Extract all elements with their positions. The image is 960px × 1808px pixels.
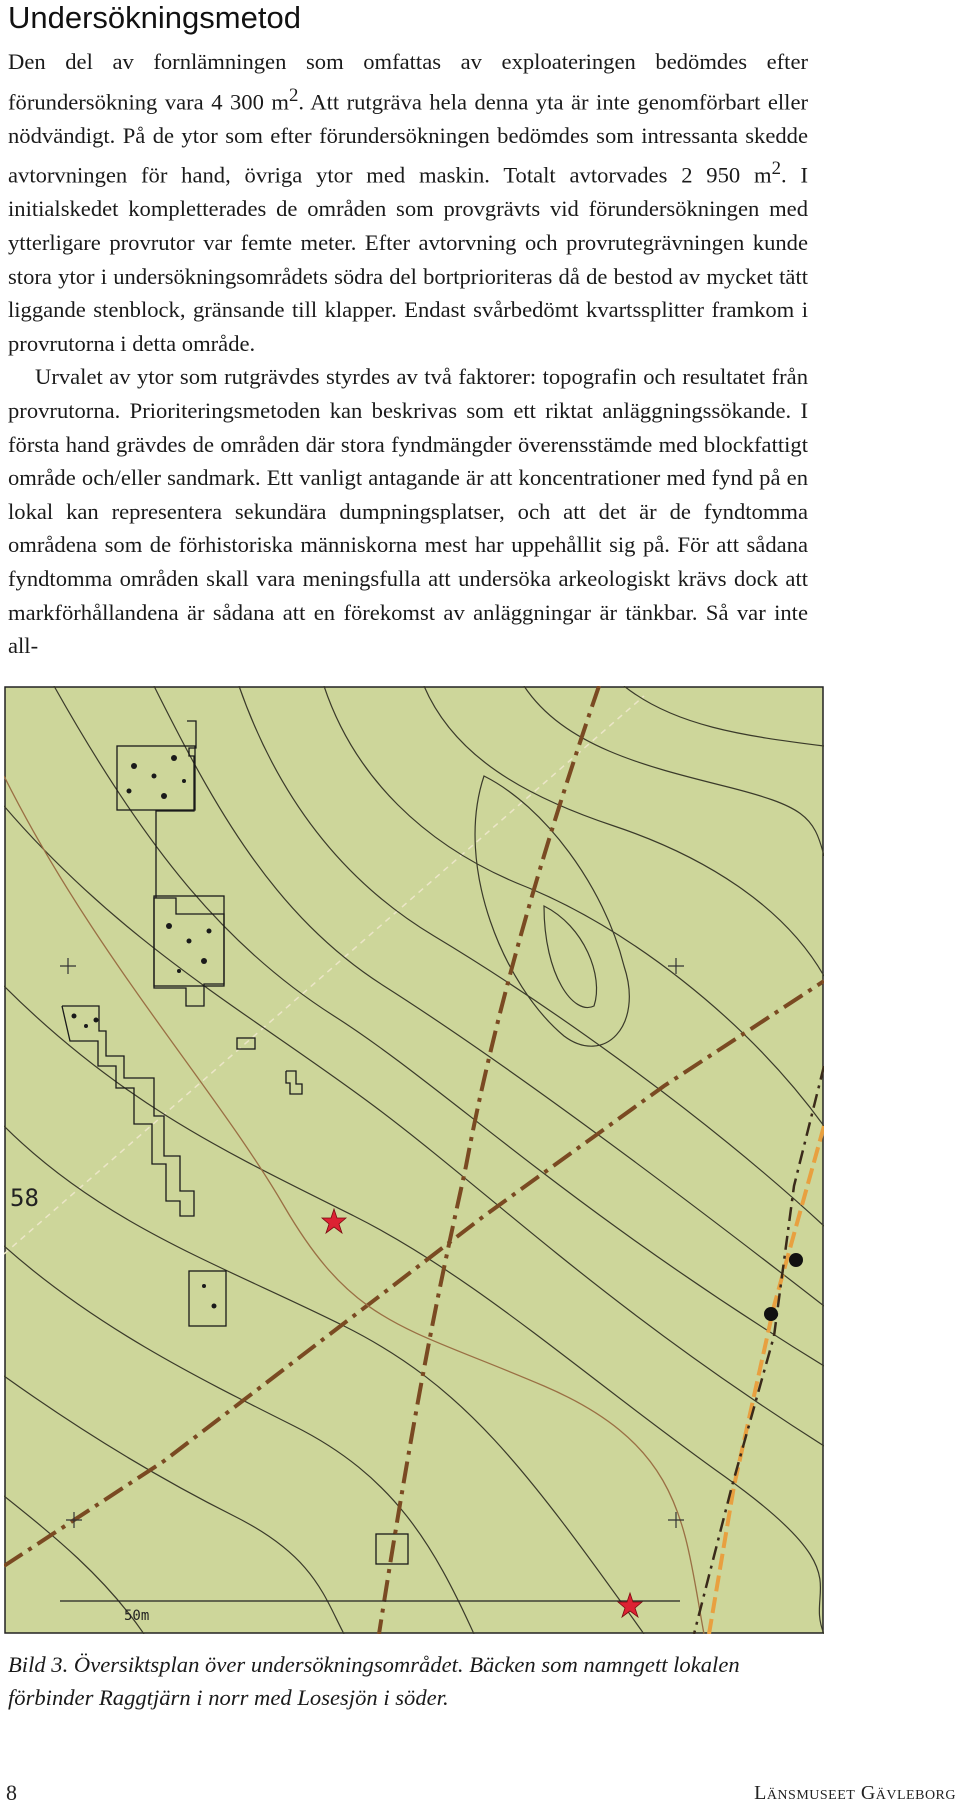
paragraph-2: Urvalet av ytor som rutgrävdes styrdes av två faktorer: topografin och resultatet från provrutorna. Prioriteringsmetoden kan beskrivas som ett riktat anläggningssökande. I första hand grävdes de områden där stora fyndmängder överensstämde med blockfattigt område och/eller sandmark. Ett vanligt antagande är att koncentrationer med fynd på en lokal kan representera sekundära dumpningsplatser, och att det är de fyndtomma områdena som de förhistoriska människorna mest har uppehållit sig på. För att sådana fyndtomma områden skall vara meningsfulla att undersöka arkeologiskt krävs dock att markförhållandena är sådana att en förekomst av anläggningar är tänkbar. Så var inte all-: [8, 364, 808, 659]
section-heading: Undersökningsmetod: [8, 0, 301, 35]
site-map: [4, 686, 824, 1634]
scale-bar-label: 50m: [124, 1608, 150, 1624]
find-point-marker: [764, 1307, 778, 1321]
map-background: [5, 687, 823, 1633]
paragraph-1: Den del av fornlämningen som omfattas av exploateringen bedömdes efter förundersökning vara 4 300 $m^2$. Att rutgräva hela denna yta är inte genomförbart eller nödvändigt. På de ytor som efter förundersökningen bedömdes som intressanta skedde avtorvningen för hand, övriga ytor med maskin. Totalt avtorvades 2 950 $m^2$. I initialskedet kompletterades de områden som provgrävts vid förundersökningen med ytterligare provrutor var femte meter. Efter avtorvning och provrutegrävningen kunde stora ytor i undersökningsområdets södra del bortprioriteras då de bestod av mycket tätt liggande stenblock, gränsande till klapper. Endast svårbedömt kvartssplitter framkom i provrutorna i detta område.: [8, 49, 809, 356]
figure-caption: Bild 3. Översiktsplan över undersökningsområdet. Bäcken som namngett lokalen förbinder Raggtjärn i norr med Losesjön i söder.: [8, 1652, 740, 1710]
page-number: 8: [6, 1780, 17, 1805]
find-point-marker: [789, 1253, 803, 1267]
footer-brand: Länsmuseet Gävleborg: [754, 1782, 956, 1804]
body-text: [8, 45, 808, 663]
grid-coordinate-label: 58: [10, 1184, 39, 1212]
